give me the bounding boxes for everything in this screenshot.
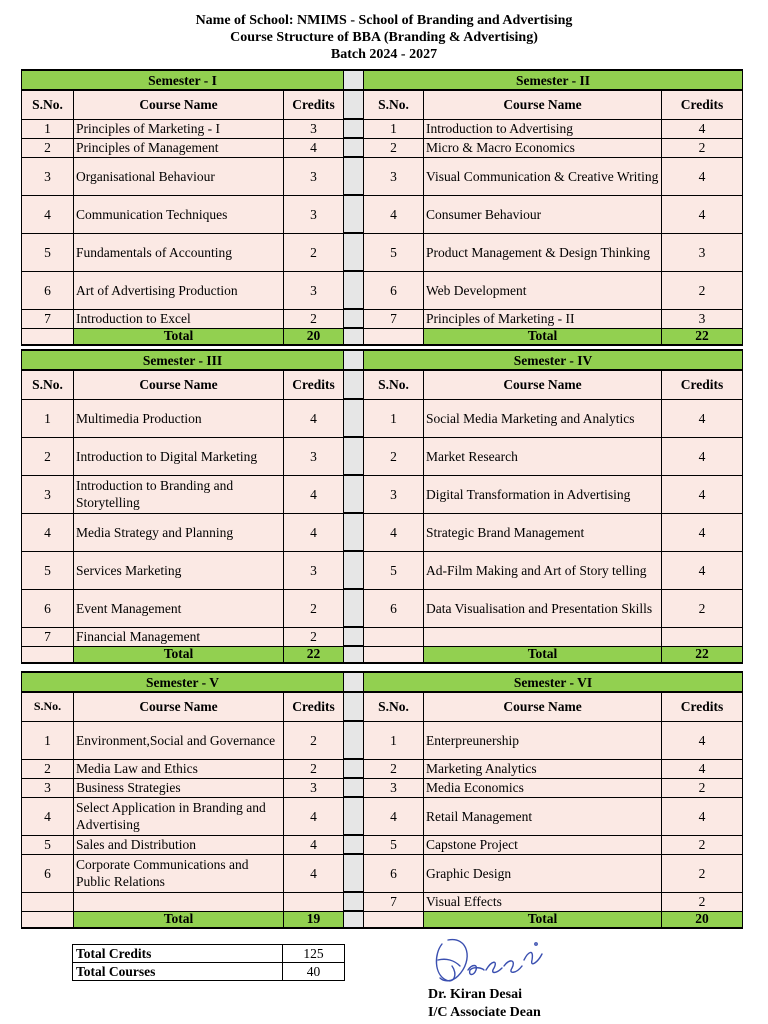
course-credits: 4 bbox=[284, 138, 344, 157]
semester-title: Semester - VI bbox=[364, 672, 743, 692]
credits-header: Credits bbox=[284, 370, 344, 399]
course-credits: 2 bbox=[662, 854, 743, 892]
course-credits: 4 bbox=[284, 797, 344, 835]
course-sno: 3 bbox=[364, 157, 424, 195]
course-row bbox=[22, 721, 743, 759]
course-row bbox=[22, 589, 743, 627]
total-blank bbox=[22, 646, 74, 663]
course-row bbox=[22, 835, 743, 854]
course-sno: 6 bbox=[364, 271, 424, 309]
sno-header: S.No. bbox=[22, 370, 74, 399]
total-credits: 22 bbox=[662, 646, 743, 663]
course-name-header: Course Name bbox=[424, 90, 662, 119]
course-name: Product Management & Design Thinking bbox=[424, 233, 662, 271]
course-row bbox=[22, 271, 743, 309]
course-credits: 3 bbox=[284, 195, 344, 233]
course-name-header: Course Name bbox=[424, 692, 662, 721]
course-credits: 4 bbox=[662, 399, 743, 437]
total-credits: 20 bbox=[284, 328, 344, 345]
semester-title: Semester - V bbox=[22, 672, 344, 692]
course-name: Media Law and Ethics bbox=[74, 759, 284, 778]
column-gap bbox=[344, 892, 364, 911]
column-gap bbox=[344, 350, 364, 370]
column-gap bbox=[344, 233, 364, 271]
credits-header: Credits bbox=[662, 692, 743, 721]
course-row bbox=[22, 157, 743, 195]
course-name: Principles of Management bbox=[74, 138, 284, 157]
total-credits: 22 bbox=[284, 646, 344, 663]
course-name: Media Strategy and Planning bbox=[74, 513, 284, 551]
sno-header: S.No. bbox=[364, 90, 424, 119]
credits-header: Credits bbox=[662, 90, 743, 119]
course-sno: 6 bbox=[364, 589, 424, 627]
course-credits: 2 bbox=[662, 835, 743, 854]
course-name-header: Course Name bbox=[74, 370, 284, 399]
total-label: Total bbox=[74, 328, 284, 345]
course-row bbox=[22, 778, 743, 797]
column-gap bbox=[344, 138, 364, 157]
totals-summary-table bbox=[72, 944, 345, 981]
course-credits: 4 bbox=[662, 475, 743, 513]
course-credits: 4 bbox=[284, 475, 344, 513]
total-blank bbox=[22, 328, 74, 345]
course-row bbox=[22, 797, 743, 835]
course-credits: 2 bbox=[284, 309, 344, 328]
semester-3-4-table bbox=[21, 349, 743, 664]
course-name: Select Application in Branding and Advertising bbox=[74, 797, 284, 835]
course-row bbox=[22, 138, 743, 157]
course-name: Principles of Marketing - II bbox=[424, 309, 662, 328]
course-row bbox=[22, 119, 743, 138]
summary-label: Total Credits bbox=[73, 945, 283, 963]
course-name: Environment,Social and Governance bbox=[74, 721, 284, 759]
course-sno: 2 bbox=[364, 138, 424, 157]
signatory-title: I/C Associate Dean bbox=[428, 1005, 541, 1020]
course-name: Art of Advertising Production bbox=[74, 271, 284, 309]
column-gap bbox=[344, 911, 364, 928]
course-sno: 1 bbox=[22, 119, 74, 138]
course-sno: 6 bbox=[22, 589, 74, 627]
course-row bbox=[22, 437, 743, 475]
total-credits-row bbox=[73, 945, 345, 963]
course-credits: 2 bbox=[284, 233, 344, 271]
course-sno: 3 bbox=[22, 475, 74, 513]
course-credits: 2 bbox=[662, 892, 743, 911]
course-sno: 7 bbox=[22, 627, 74, 646]
school-name: Name of School: NMIMS - School of Branding and Advertising bbox=[195, 13, 573, 28]
semester-title: Semester - III bbox=[22, 350, 344, 370]
course-credits: 3 bbox=[662, 309, 743, 328]
course-sno: 3 bbox=[364, 778, 424, 797]
course-name: Visual Effects bbox=[424, 892, 662, 911]
course-name: Capstone Project bbox=[424, 835, 662, 854]
course-row bbox=[22, 233, 743, 271]
course-row bbox=[22, 892, 743, 911]
course-credits: 4 bbox=[662, 157, 743, 195]
course-name: Enterpreunership bbox=[424, 721, 662, 759]
course-sno: 6 bbox=[22, 854, 74, 892]
column-gap bbox=[344, 551, 364, 589]
course-credits: 4 bbox=[284, 399, 344, 437]
course-credits: 3 bbox=[284, 157, 344, 195]
course-credits: 3 bbox=[284, 119, 344, 138]
course-row bbox=[22, 195, 743, 233]
column-gap bbox=[344, 513, 364, 551]
course-name: Media Economics bbox=[424, 778, 662, 797]
course-sno: 5 bbox=[364, 233, 424, 271]
column-gap bbox=[344, 119, 364, 138]
course-sno: 2 bbox=[22, 759, 74, 778]
course-credits: 2 bbox=[284, 721, 344, 759]
course-sno: 6 bbox=[22, 271, 74, 309]
credits-header: Credits bbox=[284, 90, 344, 119]
column-gap bbox=[344, 195, 364, 233]
course-name: Micro & Macro Economics bbox=[424, 138, 662, 157]
course-name: Data Visualisation and Presentation Skills bbox=[424, 589, 662, 627]
course-sno: 5 bbox=[22, 233, 74, 271]
course-credits: 4 bbox=[662, 721, 743, 759]
course-sno: 4 bbox=[364, 513, 424, 551]
total-label: Total bbox=[424, 911, 662, 928]
course-name bbox=[74, 892, 284, 911]
course-name: Consumer Behaviour bbox=[424, 195, 662, 233]
course-credits: 4 bbox=[662, 119, 743, 138]
course-credits: 2 bbox=[662, 778, 743, 797]
course-sno: 4 bbox=[364, 797, 424, 835]
course-sno: 3 bbox=[364, 475, 424, 513]
course-sno: 2 bbox=[22, 138, 74, 157]
column-gap bbox=[344, 399, 364, 437]
course-name: Graphic Design bbox=[424, 854, 662, 892]
credits-header: Credits bbox=[284, 692, 344, 721]
course-credits: 3 bbox=[284, 551, 344, 589]
course-name: Communication Techniques bbox=[74, 195, 284, 233]
course-row bbox=[22, 759, 743, 778]
course-sno: 3 bbox=[22, 778, 74, 797]
column-gap bbox=[344, 90, 364, 119]
column-gap bbox=[344, 854, 364, 892]
course-credits: 2 bbox=[662, 589, 743, 627]
summary-value: 40 bbox=[283, 963, 345, 981]
sno-header: S.No. bbox=[364, 692, 424, 721]
summary-value: 125 bbox=[283, 945, 345, 963]
total-blank bbox=[22, 911, 74, 928]
course-sno: 5 bbox=[364, 835, 424, 854]
total-credits: 19 bbox=[284, 911, 344, 928]
course-sno: 1 bbox=[22, 721, 74, 759]
signatory-block bbox=[428, 986, 541, 1022]
course-credits: 2 bbox=[284, 589, 344, 627]
total-label: Total bbox=[424, 646, 662, 663]
course-name: Introduction to Branding and Storytelling bbox=[74, 475, 284, 513]
sno-header: S.No. bbox=[22, 90, 74, 119]
course-credits bbox=[284, 892, 344, 911]
course-row bbox=[22, 309, 743, 328]
course-credits bbox=[662, 627, 743, 646]
course-credits: 4 bbox=[284, 513, 344, 551]
total-blank bbox=[364, 328, 424, 345]
total-label: Total bbox=[424, 328, 662, 345]
course-sno: 4 bbox=[22, 513, 74, 551]
course-sno: 6 bbox=[364, 854, 424, 892]
column-gap bbox=[344, 672, 364, 692]
course-credits: 4 bbox=[284, 854, 344, 892]
column-gap bbox=[344, 759, 364, 778]
course-name: Fundamentals of Accounting bbox=[74, 233, 284, 271]
column-gap bbox=[344, 157, 364, 195]
course-name: Retail Management bbox=[424, 797, 662, 835]
total-label: Total bbox=[74, 646, 284, 663]
course-name: Organisational Behaviour bbox=[74, 157, 284, 195]
course-credits: 2 bbox=[284, 627, 344, 646]
course-credits: 4 bbox=[662, 797, 743, 835]
course-credits: 4 bbox=[662, 759, 743, 778]
column-gap bbox=[344, 835, 364, 854]
course-sno: 1 bbox=[364, 119, 424, 138]
course-row bbox=[22, 854, 743, 892]
course-credits: 2 bbox=[662, 138, 743, 157]
course-name-header: Course Name bbox=[74, 90, 284, 119]
total-courses-row bbox=[73, 963, 345, 981]
course-credits: 4 bbox=[662, 551, 743, 589]
course-name: Web Development bbox=[424, 271, 662, 309]
course-name bbox=[424, 627, 662, 646]
course-sno: 3 bbox=[22, 157, 74, 195]
course-sno: 2 bbox=[364, 759, 424, 778]
course-sno bbox=[364, 627, 424, 646]
course-name: Social Media Marketing and Analytics bbox=[424, 399, 662, 437]
course-sno: 4 bbox=[364, 195, 424, 233]
semester-title: Semester - II bbox=[364, 70, 743, 90]
sno-header: S.No. bbox=[364, 370, 424, 399]
credits-header: Credits bbox=[662, 370, 743, 399]
course-name: Corporate Communications and Public Relations bbox=[74, 854, 284, 892]
sno-header: S.No. bbox=[22, 692, 74, 721]
course-name: Visual Communication & Creative Writing bbox=[424, 157, 662, 195]
handwritten-signature bbox=[428, 930, 548, 990]
course-name-header: Course Name bbox=[424, 370, 662, 399]
column-gap bbox=[344, 778, 364, 797]
column-gap bbox=[344, 627, 364, 646]
summary-label: Total Courses bbox=[73, 963, 283, 981]
course-sno: 1 bbox=[364, 721, 424, 759]
course-credits: 4 bbox=[662, 513, 743, 551]
course-name: Business Strategies bbox=[74, 778, 284, 797]
course-credits: 4 bbox=[284, 835, 344, 854]
total-credits: 22 bbox=[662, 328, 743, 345]
column-gap bbox=[344, 370, 364, 399]
course-credits: 3 bbox=[284, 437, 344, 475]
total-credits: 20 bbox=[662, 911, 743, 928]
course-sno: 4 bbox=[22, 797, 74, 835]
course-row bbox=[22, 627, 743, 646]
course-credits: 2 bbox=[662, 271, 743, 309]
course-name: Digital Transformation in Advertising bbox=[424, 475, 662, 513]
signatory-name: Dr. Kiran Desai bbox=[428, 987, 522, 1002]
course-sno: 4 bbox=[22, 195, 74, 233]
column-gap bbox=[344, 797, 364, 835]
course-sno: 7 bbox=[364, 309, 424, 328]
course-name: Strategic Brand Management bbox=[424, 513, 662, 551]
course-name: Introduction to Excel bbox=[74, 309, 284, 328]
course-name-header: Course Name bbox=[74, 692, 284, 721]
course-credits: 2 bbox=[284, 759, 344, 778]
column-gap bbox=[344, 475, 364, 513]
document-header bbox=[0, 12, 768, 63]
course-sno: 7 bbox=[22, 309, 74, 328]
semester-title: Semester - IV bbox=[364, 350, 743, 370]
column-gap bbox=[344, 721, 364, 759]
course-sno: 5 bbox=[22, 835, 74, 854]
course-sno: 2 bbox=[22, 437, 74, 475]
course-row bbox=[22, 513, 743, 551]
course-sno: 1 bbox=[22, 399, 74, 437]
course-credits: 3 bbox=[284, 271, 344, 309]
course-credits: 4 bbox=[662, 195, 743, 233]
total-blank bbox=[364, 911, 424, 928]
course-name: Introduction to Digital Marketing bbox=[74, 437, 284, 475]
column-gap bbox=[344, 437, 364, 475]
course-name: Multimedia Production bbox=[74, 399, 284, 437]
course-sno: 5 bbox=[22, 551, 74, 589]
course-credits: 4 bbox=[662, 437, 743, 475]
semester-5-6-table bbox=[21, 671, 743, 929]
total-label: Total bbox=[74, 911, 284, 928]
course-sno: 5 bbox=[364, 551, 424, 589]
column-gap bbox=[344, 646, 364, 663]
course-sno: 7 bbox=[364, 892, 424, 911]
batch-label: Batch 2024 - 2027 bbox=[330, 47, 438, 62]
course-sno: 1 bbox=[364, 399, 424, 437]
course-name: Marketing Analytics bbox=[424, 759, 662, 778]
course-name: Financial Management bbox=[74, 627, 284, 646]
column-gap bbox=[344, 70, 364, 90]
course-name: Services Marketing bbox=[74, 551, 284, 589]
course-name: Principles of Marketing - I bbox=[74, 119, 284, 138]
course-sno: 2 bbox=[364, 437, 424, 475]
course-structure-title: Course Structure of BBA (Branding & Advertising) bbox=[230, 30, 538, 45]
total-blank bbox=[364, 646, 424, 663]
course-name: Ad-Film Making and Art of Story telling bbox=[424, 551, 662, 589]
course-name: Event Management bbox=[74, 589, 284, 627]
semester-title: Semester - I bbox=[22, 70, 344, 90]
column-gap bbox=[344, 271, 364, 309]
course-name: Market Research bbox=[424, 437, 662, 475]
column-gap bbox=[344, 328, 364, 345]
course-sno bbox=[22, 892, 74, 911]
course-row bbox=[22, 551, 743, 589]
column-gap bbox=[344, 692, 364, 721]
course-credits: 3 bbox=[284, 778, 344, 797]
course-row bbox=[22, 475, 743, 513]
column-gap bbox=[344, 309, 364, 328]
course-name: Introduction to Advertising bbox=[424, 119, 662, 138]
semester-1-2-table bbox=[21, 69, 743, 346]
course-row bbox=[22, 399, 743, 437]
course-credits: 3 bbox=[662, 233, 743, 271]
course-name: Sales and Distribution bbox=[74, 835, 284, 854]
column-gap bbox=[344, 589, 364, 627]
